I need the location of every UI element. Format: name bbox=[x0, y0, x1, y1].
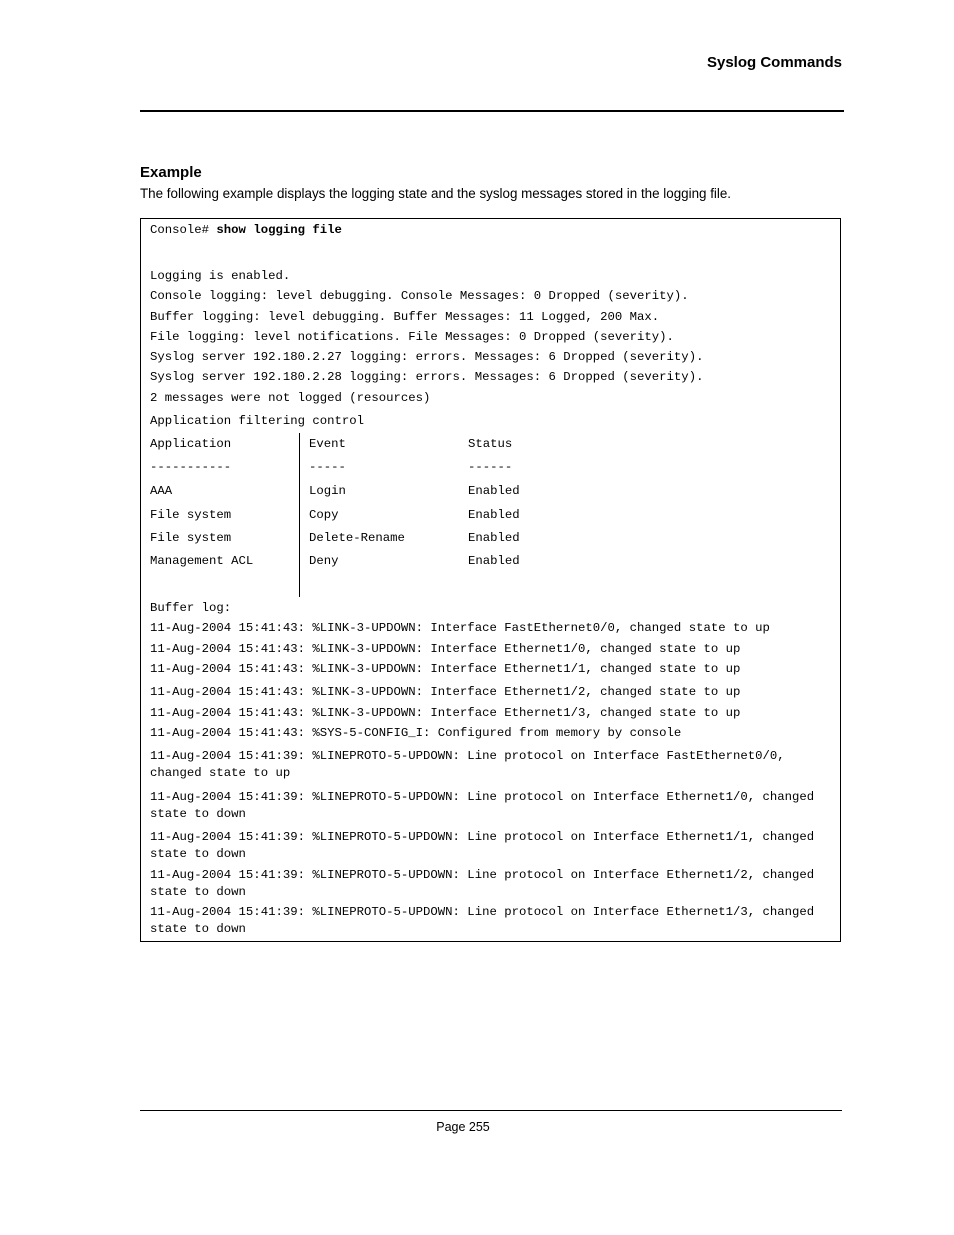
header-title: Syslog Commands bbox=[706, 54, 842, 71]
buffer-log-line: 11-Aug-2004 15:41:39: %LINEPROTO-5-UPDOWN: Line protocol on Interface Ethernet1/1, changed state to down bbox=[150, 830, 815, 861]
buffer-log-line: 11-Aug-2004 15:41:43: %LINK-3-UPDOWN: Interface Ethernet1/0, changed state to up bbox=[150, 642, 741, 656]
table-cell-event: Deny bbox=[309, 554, 339, 568]
page-number: Page 255 bbox=[436, 1120, 490, 1134]
console-prompt: Console# bbox=[150, 223, 217, 237]
table-cell-event: Delete-Rename bbox=[309, 531, 405, 545]
table-header-application: Application bbox=[150, 437, 232, 451]
table-cell-application: File system bbox=[150, 508, 232, 522]
table-separator: ------ bbox=[468, 460, 513, 474]
table-cell-status: Enabled bbox=[468, 554, 520, 568]
table-cell-status: Enabled bbox=[468, 508, 520, 522]
table-cell-status: Enabled bbox=[468, 484, 520, 498]
table-column-divider bbox=[299, 433, 300, 597]
console-command: show logging file bbox=[216, 223, 342, 237]
footer-rule bbox=[140, 1110, 842, 1111]
buffer-log-line: 11-Aug-2004 15:41:43: %LINK-3-UPDOWN: Interface Ethernet1/1, changed state to up bbox=[150, 662, 741, 676]
filter-heading: Application filtering control bbox=[150, 414, 365, 428]
status-line: Buffer logging: level debugging. Buffer Messages: 11 Logged, 200 Max. bbox=[150, 310, 660, 324]
buffer-log-line: 11-Aug-2004 15:41:43: %SYS-5-CONFIG_I: Configured from memory by console bbox=[150, 726, 682, 740]
table-cell-status: Enabled bbox=[468, 531, 520, 545]
console-prompt-line bbox=[150, 222, 342, 239]
buffer-log-line: 11-Aug-2004 15:41:43: %LINK-3-UPDOWN: Interface Ethernet1/3, changed state to up bbox=[150, 706, 741, 720]
status-line: Syslog server 192.180.2.27 logging: errors. Messages: 6 Dropped (severity). bbox=[150, 350, 704, 364]
status-line: Console logging: level debugging. Console Messages: 0 Dropped (severity). bbox=[150, 289, 689, 303]
table-cell-application: File system bbox=[150, 531, 232, 545]
buffer-log-line: 11-Aug-2004 15:41:39: %LINEPROTO-5-UPDOWN: Line protocol on Interface Ethernet1/2, changed state to down bbox=[150, 868, 815, 899]
table-cell-event: Copy bbox=[309, 508, 339, 522]
buffer-log-line: 11-Aug-2004 15:41:43: %LINK-3-UPDOWN: Interface Ethernet1/2, changed state to up bbox=[150, 685, 741, 699]
status-line: Syslog server 192.180.2.28 logging: errors. Messages: 6 Dropped (severity). bbox=[150, 370, 704, 384]
table-header-event: Event bbox=[309, 437, 346, 451]
table-header-status: Status bbox=[468, 437, 513, 451]
status-line: 2 messages were not logged (resources) bbox=[150, 391, 431, 405]
table-cell-event: Login bbox=[309, 484, 346, 498]
status-line: File logging: level notifications. File Messages: 0 Dropped (severity). bbox=[150, 330, 674, 344]
buffer-log-line: 11-Aug-2004 15:41:39: %LINEPROTO-5-UPDOWN: Line protocol on Interface Ethernet1/0, changed state to down bbox=[150, 790, 815, 821]
header-rule bbox=[140, 110, 844, 112]
table-cell-application: Management ACL bbox=[150, 554, 254, 568]
table-separator: ----- bbox=[309, 460, 346, 474]
table-separator: ----------- bbox=[150, 460, 232, 474]
console-output-box bbox=[140, 218, 841, 942]
buffer-heading: Buffer log: bbox=[150, 601, 232, 615]
section-title: Example bbox=[140, 164, 202, 181]
buffer-log-line: 11-Aug-2004 15:41:39: %LINEPROTO-5-UPDOWN: Line protocol on Interface FastEthernet0/0, changed state to up bbox=[150, 749, 785, 780]
table-cell-application: AAA bbox=[150, 484, 173, 498]
buffer-log-line: 11-Aug-2004 15:41:43: %LINK-3-UPDOWN: Interface FastEthernet0/0, changed state to up bbox=[150, 621, 770, 635]
intro-paragraph: The following example displays the logging state and the syslog messages stored in the logging file. bbox=[140, 186, 732, 201]
buffer-log-line: 11-Aug-2004 15:41:39: %LINEPROTO-5-UPDOWN: Line protocol on Interface Ethernet1/3, changed state to down bbox=[150, 905, 815, 936]
status-line: Logging is enabled. bbox=[150, 269, 291, 283]
